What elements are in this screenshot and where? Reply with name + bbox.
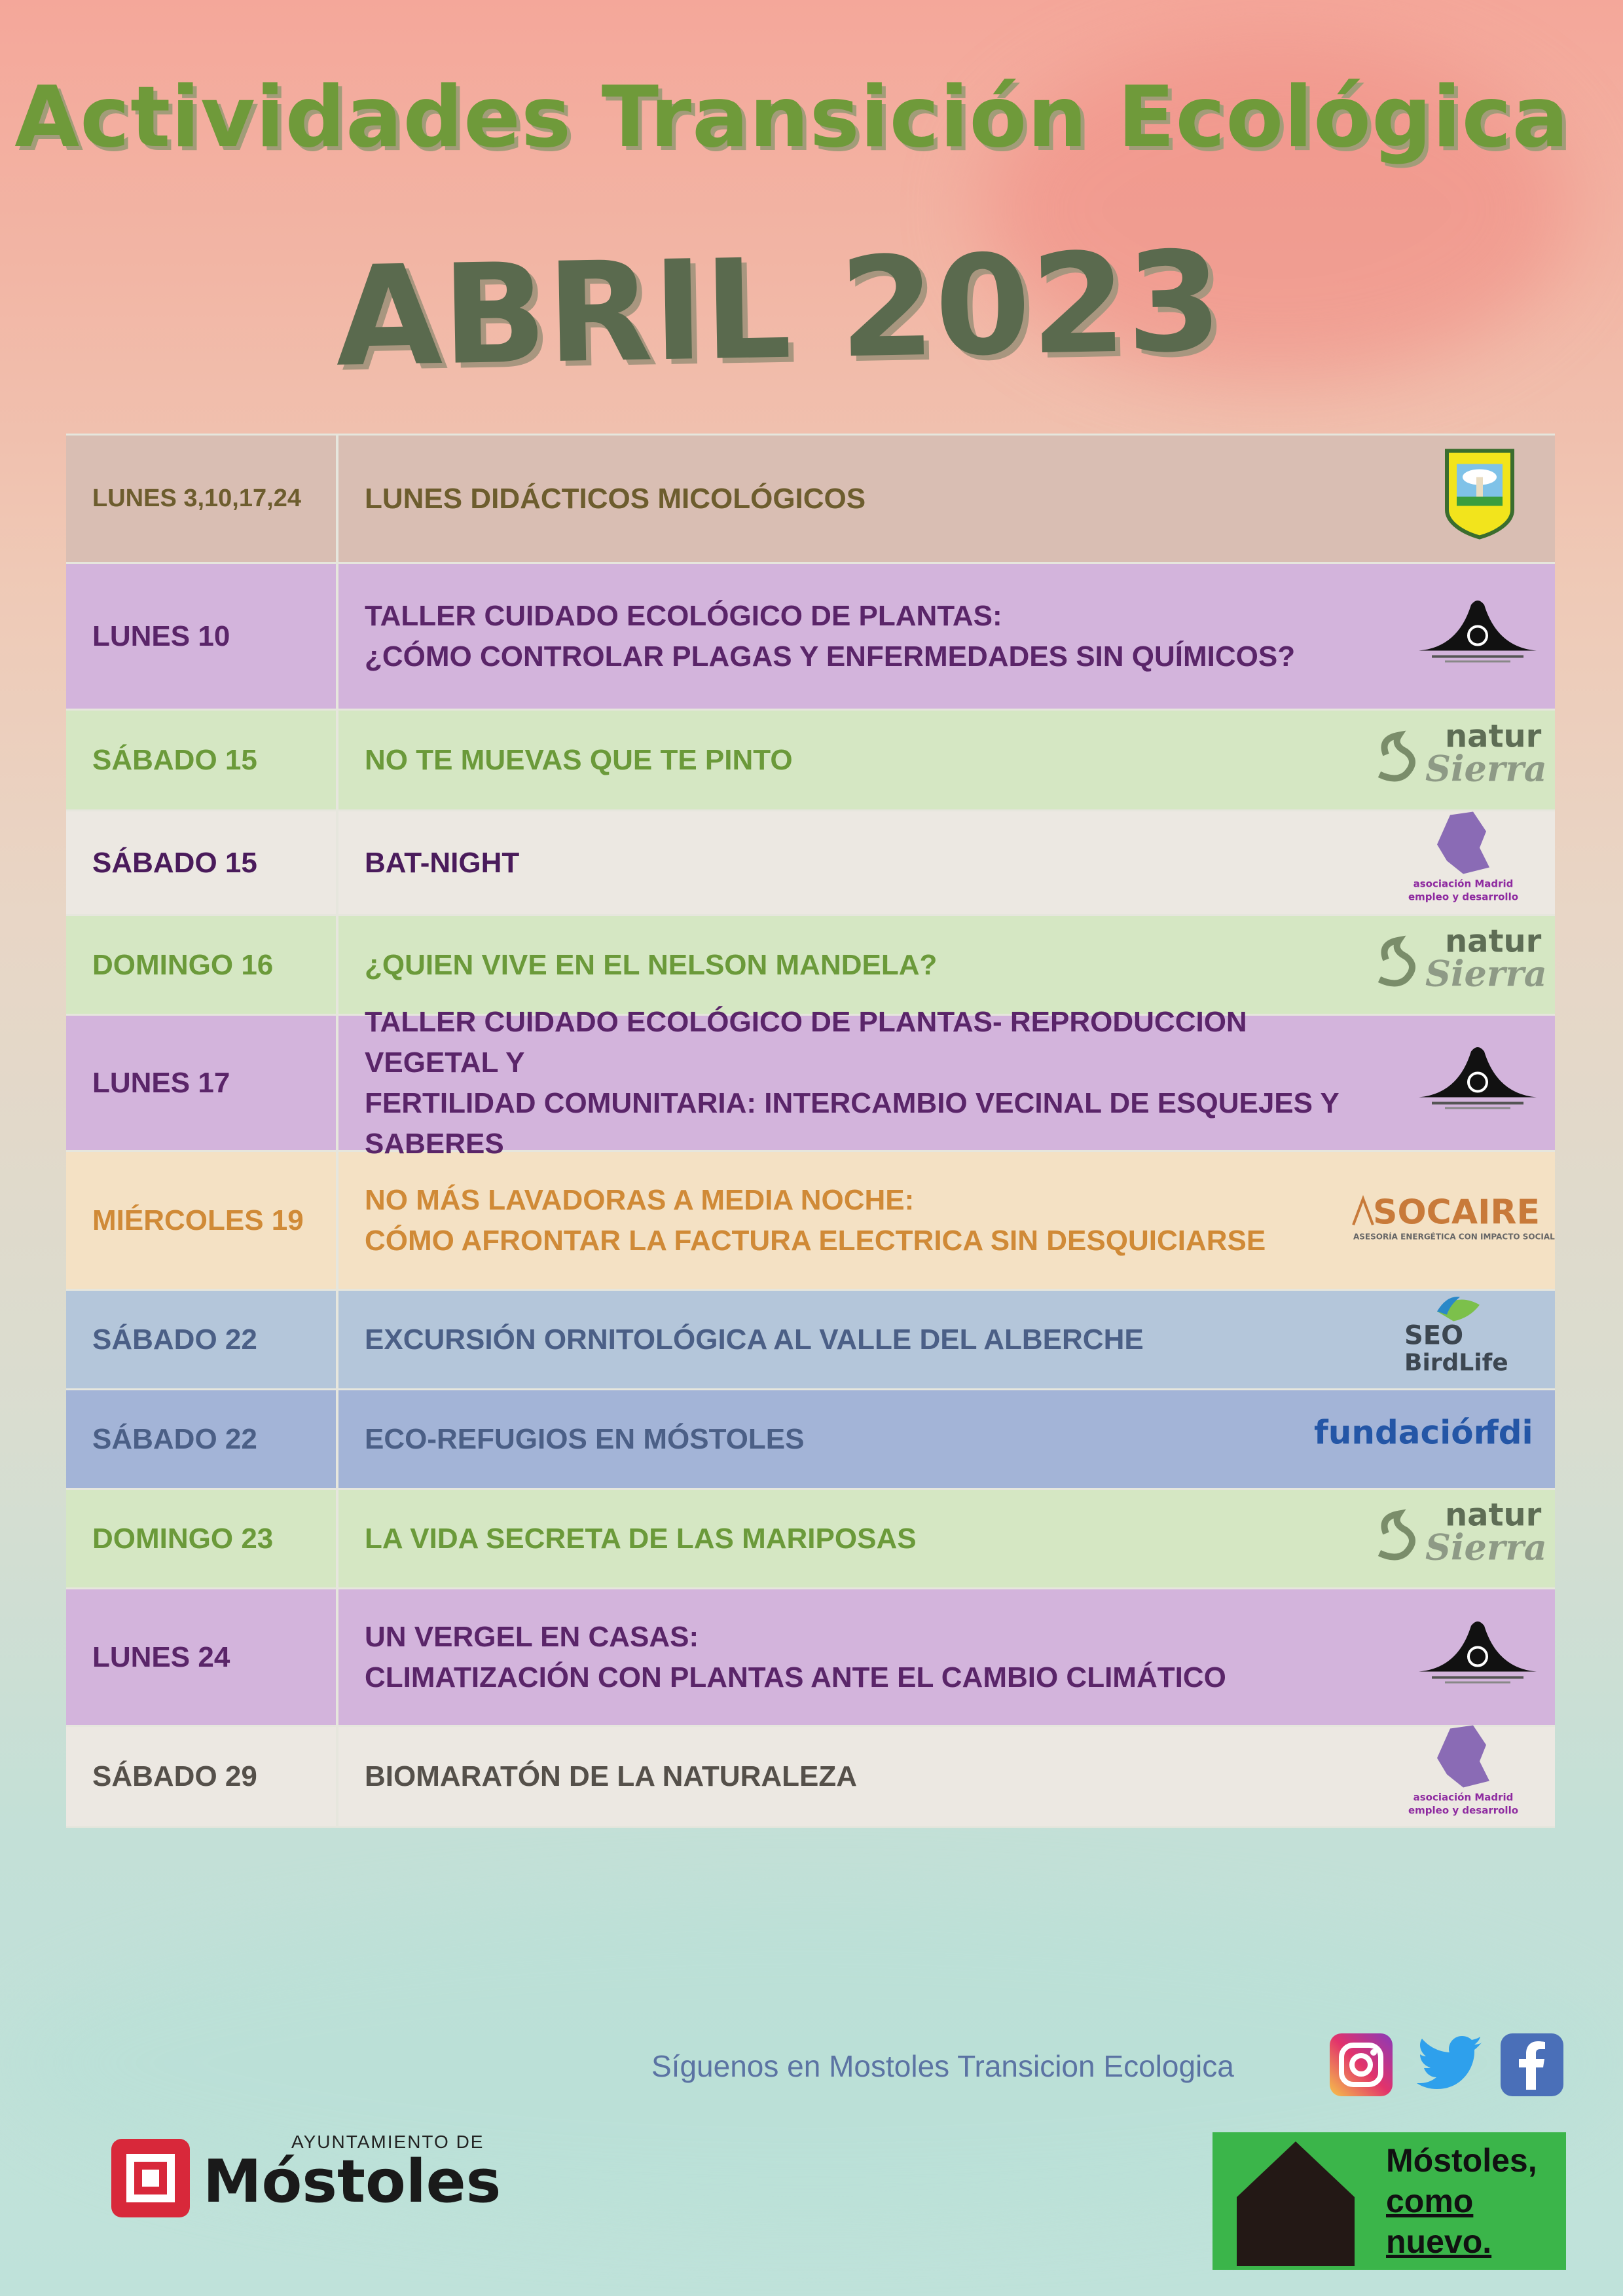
natursierra-logo-icon xyxy=(1373,923,1547,1003)
activity-date: LUNES 3,10,17,24 xyxy=(66,435,338,562)
activity-row xyxy=(66,1291,1555,1390)
mountain-logo-icon xyxy=(1419,1616,1537,1699)
activity-title: BIOMARATÓN DE LA NATURALEZA xyxy=(365,1760,857,1792)
activity-cell xyxy=(338,435,1555,562)
logo-text-line-2: Sierra xyxy=(1425,747,1547,789)
activity-cell xyxy=(338,1727,1555,1826)
month-title: ABRIL 2023 xyxy=(334,221,1224,398)
activity-date: DOMINGO 16 xyxy=(66,916,338,1014)
activity-row xyxy=(66,1589,1555,1727)
activity-title: TALLER CUIDADO ECOLÓGICO DE PLANTAS- REPRODUCCION VEGETAL Y FERTILIDAD COMUNITARIA: INTERCAMBIO VECINAL DE ESQUEJES Y SABERES xyxy=(365,1005,1339,1160)
mycological-society-shield-icon xyxy=(1444,447,1516,550)
activity-cell xyxy=(338,564,1555,709)
logo-text-line-2: empleo y desarrollo xyxy=(1408,1804,1519,1816)
socaire-logo-icon xyxy=(1347,1185,1555,1255)
activity-date: LUNES 24 xyxy=(66,1589,338,1725)
instagram-icon[interactable] xyxy=(1330,2033,1393,2096)
activity-cell xyxy=(338,1005,1555,1160)
activity-row xyxy=(66,811,1555,916)
mountain-logo-icon xyxy=(1419,595,1537,678)
logo-text-line-2: empleo y desarrollo xyxy=(1408,891,1519,902)
facebook-icon[interactable] xyxy=(1501,2033,1563,2096)
mostoles-city-logo xyxy=(108,2132,501,2223)
mountain-logo-icon xyxy=(1419,1041,1537,1124)
logo-text-line-1: SOCAIRE xyxy=(1373,1193,1540,1232)
activity-row xyxy=(66,1152,1555,1291)
activity-cell xyxy=(338,1152,1555,1289)
activity-cell xyxy=(338,1291,1555,1388)
madrid-map-logo-icon xyxy=(1408,1722,1519,1831)
logo-text-line-2: BirdLife xyxy=(1404,1349,1508,1376)
activity-date: SÁBADO 15 xyxy=(66,711,338,809)
house-icon xyxy=(1227,2135,1364,2272)
activity-row xyxy=(66,1490,1555,1589)
activity-title: NO MÁS LAVADORAS A MEDIA NOCHE: CÓMO AFRONTAR LA FACTURA ELECTRICA SIN DESQUICIARSE xyxy=(365,1183,1266,1257)
activity-cell xyxy=(338,711,1555,809)
page-title: Actividades Transición Ecológica xyxy=(14,69,1569,166)
como-nuevo-line-2: como xyxy=(1386,2183,1474,2219)
mostoles-shield-icon xyxy=(108,2136,193,2221)
activity-date: SÁBADO 29 xyxy=(66,1727,338,1826)
activity-row xyxy=(66,1390,1555,1490)
logo-text-line-2: Sierra xyxy=(1425,1526,1547,1568)
activity-row xyxy=(66,1005,1555,1160)
activity-date: MIÉRCOLES 19 xyxy=(66,1152,338,1289)
activity-row xyxy=(66,564,1555,711)
logo-text-line-1: asociación Madrid xyxy=(1413,878,1514,889)
logo-text-line-1: SEO xyxy=(1404,1320,1464,1350)
activity-date: LUNES 10 xyxy=(66,564,338,709)
madrid-map-logo-icon xyxy=(1408,808,1519,917)
logo-text-line-1: natur xyxy=(1445,923,1542,959)
activity-cell xyxy=(338,1589,1555,1725)
activity-title: LA VIDA SECRETA DE LAS MARIPOSAS xyxy=(365,1522,917,1555)
activity-title: NO TE MUEVAS QUE TE PINTO xyxy=(365,743,793,776)
activity-cell xyxy=(338,1390,1555,1488)
twitter-icon[interactable] xyxy=(1414,2033,1477,2096)
activity-row xyxy=(66,435,1555,564)
natursierra-logo-icon xyxy=(1373,718,1547,798)
logo-text-line-1: natur xyxy=(1445,718,1542,754)
como-nuevo-line-1: Móstoles, xyxy=(1386,2142,1537,2179)
activity-title: UN VERGEL EN CASAS: CLIMATIZACIÓN CON PLANTAS ANTE EL CAMBIO CLIMÁTICO xyxy=(365,1620,1226,1694)
activities-table xyxy=(66,434,1555,1828)
activity-title: BAT-NIGHT xyxy=(365,846,520,879)
logo-text-line-2: Sierra xyxy=(1425,952,1547,994)
activity-title: ECO-REFUGIOS EN MÓSTOLES xyxy=(365,1422,805,1455)
activity-row xyxy=(66,1727,1555,1828)
fundacion-fdi-logo-icon xyxy=(1314,1411,1537,1468)
logo-text-line-1: fundación xyxy=(1314,1413,1497,1451)
activity-cell xyxy=(338,1490,1555,1587)
activity-title: ¿QUIEN VIVE EN EL NELSON MANDELA? xyxy=(365,948,938,981)
activity-date: SÁBADO 22 xyxy=(66,1390,338,1488)
logo-text-line-1: natur xyxy=(1445,1496,1542,1533)
como-nuevo-line-3: nuevo. xyxy=(1386,2223,1492,2260)
activity-title: LUNES DIDÁCTICOS MICOLÓGICOS xyxy=(365,482,866,515)
activity-cell xyxy=(338,916,1555,1014)
activity-cell xyxy=(338,811,1555,914)
activity-date: DOMINGO 23 xyxy=(66,1490,338,1587)
mostoles-name: Móstoles xyxy=(203,2147,501,2216)
logo-text-line-2: ASESORÍA ENERGÉTICA CON IMPACTO SOCIAL xyxy=(1353,1232,1555,1241)
activity-row xyxy=(66,916,1555,1016)
mostoles-small-label: AYUNTAMIENTO DE xyxy=(291,2132,484,2152)
follow-us-text: Síguenos en Mostoles Transicion Ecologica xyxy=(651,2049,1234,2083)
activity-date: LUNES 17 xyxy=(66,1016,338,1150)
activity-date: SÁBADO 22 xyxy=(66,1291,338,1388)
logo-text-line-2: fdi xyxy=(1484,1413,1533,1451)
activity-title: TALLER CUIDADO ECOLÓGICO DE PLANTAS: ¿CÓMO CONTROLAR PLAGAS Y ENFERMEDADES SIN QUÍMICOS? xyxy=(365,599,1296,673)
activity-date: SÁBADO 15 xyxy=(66,811,338,914)
seo-birdlife-logo-icon xyxy=(1398,1291,1508,1388)
mostoles-como-nuevo-logo xyxy=(1213,2132,1566,2270)
activity-row xyxy=(66,711,1555,811)
logo-text-line-1: asociación Madrid xyxy=(1413,1791,1514,1803)
activity-title: EXCURSIÓN ORNITOLÓGICA AL VALLE DEL ALBERCHE xyxy=(365,1323,1144,1356)
natursierra-logo-icon xyxy=(1373,1496,1547,1577)
